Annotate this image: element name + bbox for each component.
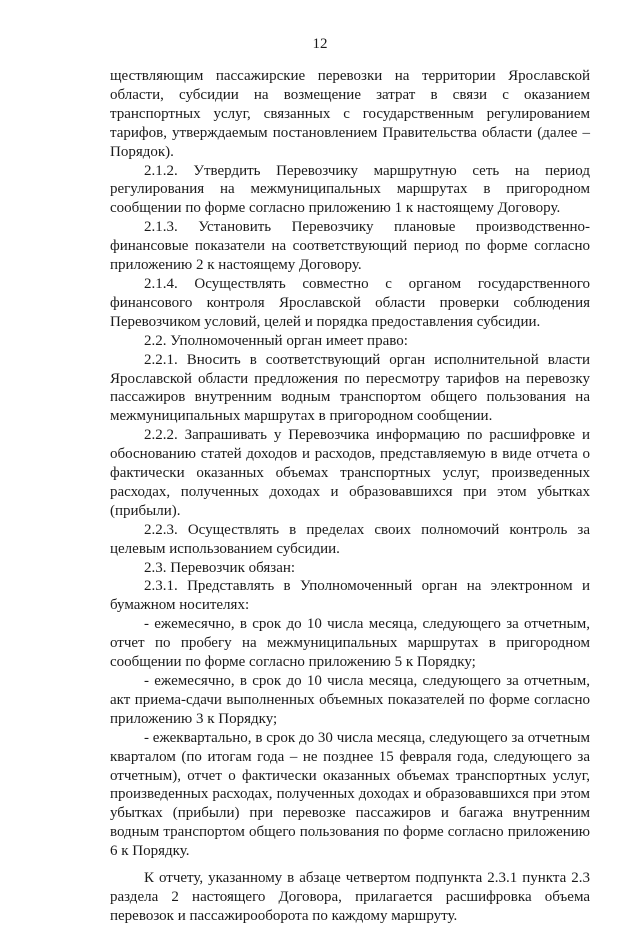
paragraph-2-2-2: 2.2.2. Запрашивать у Перевозчика информацию по расшифровке и обоснованию статей доходов и расходов, представляемую в виде отчета о фактически оказанных объемах транспортных услуг, произведенных расходах, полученных доходах и образовавшихся при этом убытках (прибыли).: [110, 427, 590, 519]
paragraph-2-3: 2.3. Перевозчик обязан:: [144, 559, 296, 576]
paragraph-2-2: 2.2. Уполномоченный орган имеет право:: [144, 332, 408, 349]
paragraph-2-3-1: 2.3.1. Представлять в Уполномоченный орган на электронном и бумажном носителях:: [110, 578, 590, 614]
page-number: 12: [312, 36, 328, 52]
list-item-monthly-acceptance-act: - ежемесячно, в срок до 10 числа месяца, следующего за отчетным, акт приема-сдачи выполненных объемных показателей по форме согласно приложению 3 к Порядку;: [110, 673, 590, 727]
document-body: [110, 67, 590, 926]
paragraph-2-1-2: 2.1.2. Утвердить Перевозчику маршрутную сеть на период регулирования на межмуниципальных маршрутах в пригородном сообщении по форме согласно приложению 1 к настоящему Договору.: [110, 162, 590, 217]
paragraph-2-2-3: 2.2.3. Осуществлять в пределах своих полномочий контроль за целевым использованием субсидии.: [110, 521, 590, 557]
list-item-quarterly-report: - ежеквартально, в срок до 30 числа месяца, следующего за отчетным кварталом (по итогам года – не позднее 15 февраля года, следующего за отчетным), отчет о фактически оказанных объемах транспортных услуг, произведенных расходах, полученных доходах и образовавшихся при этом убытках (прибыли) при перевозке пассажиров и багажа внутренним водным транспортом общего пользования по форме согласно приложению 6 к Порядку.: [110, 729, 590, 860]
paragraph-2-1-3: 2.1.3. Установить Перевозчику плановые производственно-финансовые показатели на соответствующий период по форме согласно приложению 2 к настоящему Договору.: [110, 219, 590, 274]
paragraph-report-attachment: К отчету, указанному в абзаце четвертом подпункта 2.3.1 пункта 2.3 раздела 2 настоящего Договора, прилагается расшифровка объема перевозок и пассажирооборота по каждому маршруту.: [110, 870, 590, 924]
paragraph-2-1-4: 2.1.4. Осуществлять совместно с органом государственного финансового контроля Ярославской области проверки соблюдения Перевозчиком условий, целей и порядка предоставления субсидии.: [110, 275, 590, 330]
paragraph-continuation: ществляющим пассажирские перевозки на территории Ярославской области, субсидии на возмещение затрат в связи с оказанием транспортных услуг, связанных с государственным регулированием тарифов, утверждаемым постановлением Правительства области (далее – Порядок).: [110, 68, 590, 160]
paragraph-2-2-1: 2.2.1. Вносить в соответствующий орган исполнительной власти Ярославской области предложения по пересмотру тарифов на перевозку пассажиров внутренним водным транспортом общего пользования на межмуниципальных маршрутах в пригородном сообщении.: [110, 351, 590, 425]
list-item-monthly-mileage-report: - ежемесячно, в срок до 10 числа месяца, следующего за отчетным, отчет по пробегу на межмуниципальных маршрутах в пригородном сообщении по форме согласно приложению 5 к Порядку;: [110, 616, 590, 671]
